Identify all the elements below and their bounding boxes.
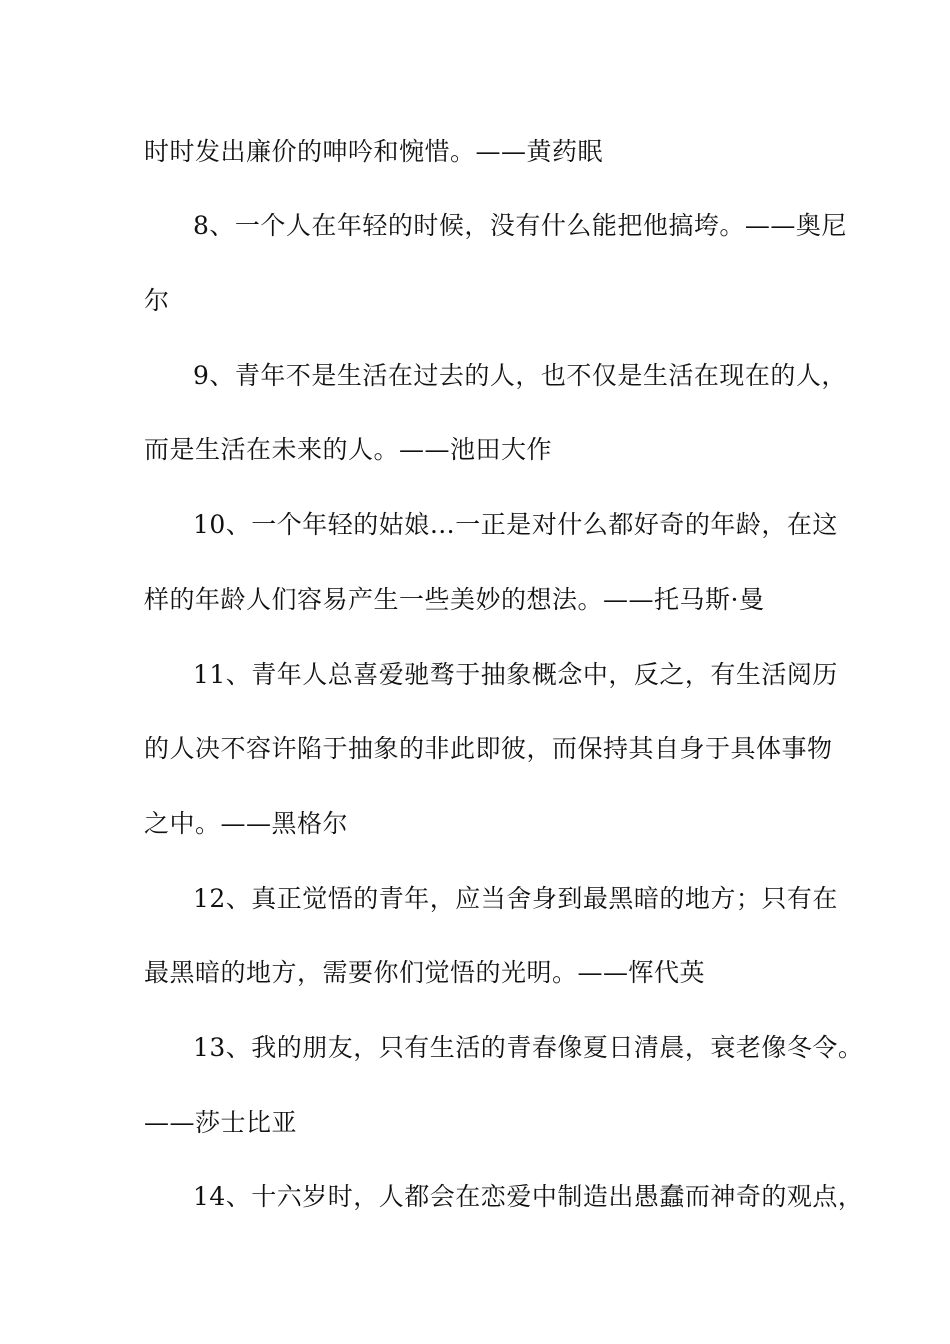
quote-13-line-1: 13、我的朋友，只有生活的青春像夏日清晨，衰老像冬令。 (193, 1033, 864, 1062)
quote-8-line-1: 8、一个人在年轻的时候，没有什么能把他搞垮。——奥尼 (193, 211, 847, 240)
text-line: 时时发出廉价的呻吟和惋惜。——黄药眠 (144, 137, 604, 166)
quote-11-line-2: 的人决不容许陷于抽象的非此即彼，而保持其自身于具体事物 (144, 734, 833, 763)
quote-12-line-1: 12、真正觉悟的青年，应当舍身到最黑暗的地方；只有在 (193, 884, 838, 913)
quote-9-line-1: 9、青年不是生活在过去的人，也不仅是生活在现在的人， (193, 361, 847, 390)
quote-8-line-2: 尔 (144, 286, 170, 315)
quote-14-line-1: 14、十六岁时，人都会在恋爱中制造出愚蠢而神奇的观点， (193, 1182, 864, 1211)
quote-12-line-2: 最黑暗的地方，需要你们觉悟的光明。——恽代英 (144, 958, 706, 987)
quote-11-line-1: 11、青年人总喜爱驰骛于抽象概念中，反之，有生活阅历 (193, 660, 838, 689)
quote-13-line-2: ——莎士比亚 (144, 1108, 298, 1137)
quote-10-line-1: 10、一个年轻的姑娘…一正是对什么都好奇的年龄，在这 (193, 510, 838, 539)
quote-11-line-3: 之中。——黑格尔 (144, 809, 349, 838)
quote-9-line-2: 而是生活在未来的人。——池田大作 (144, 435, 553, 464)
quote-10-line-2: 样的年龄人们容易产生一些美妙的想法。——托马斯·曼 (144, 585, 765, 614)
